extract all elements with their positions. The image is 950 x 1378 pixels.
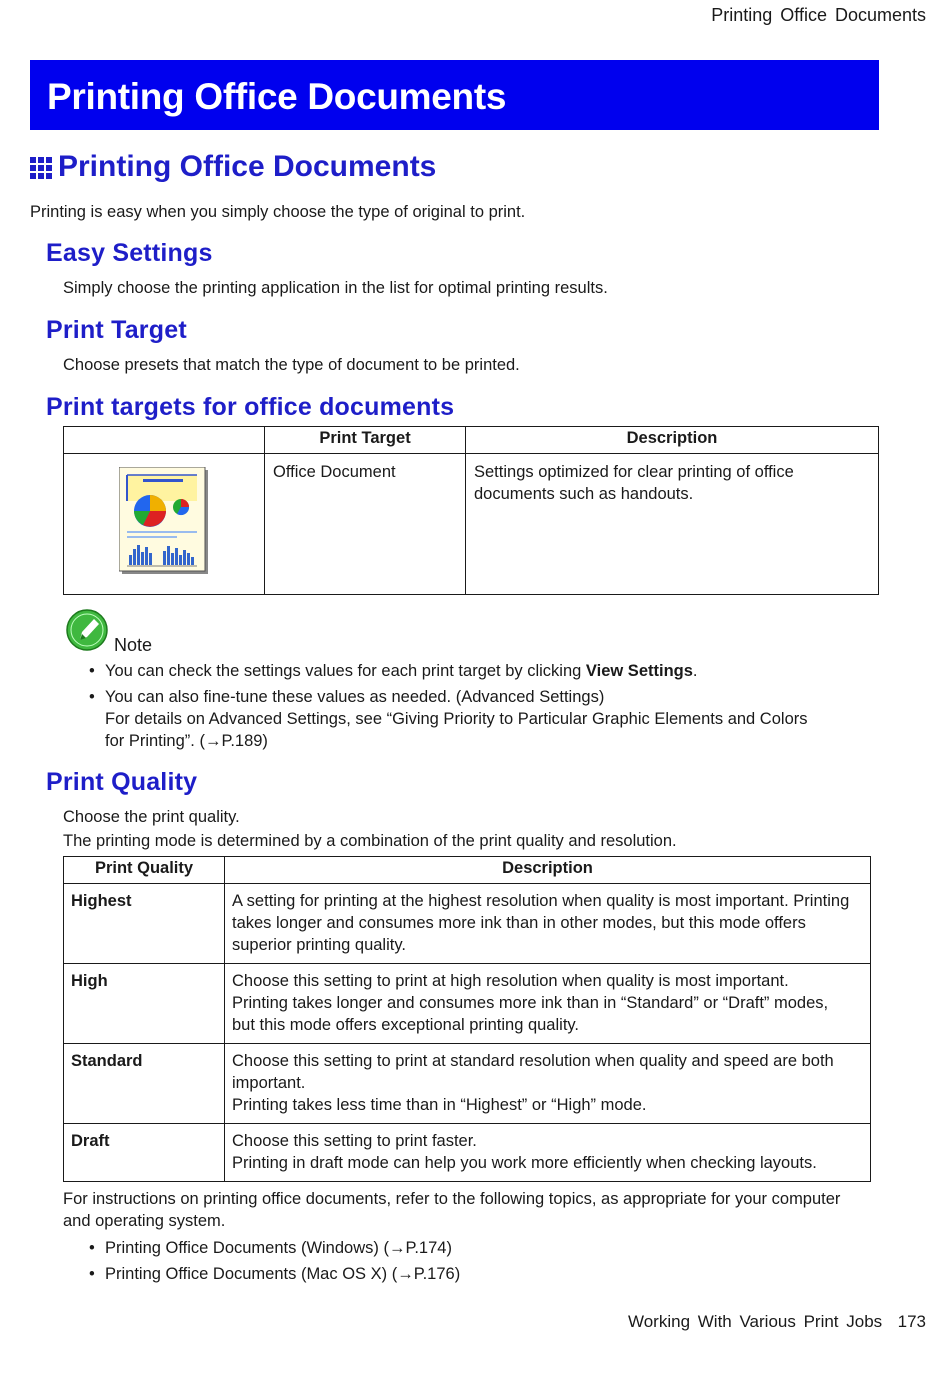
note-text: .	[692, 662, 698, 680]
pencil-note-icon	[65, 608, 111, 652]
table-row	[64, 1124, 871, 1182]
note-label: Note	[114, 635, 153, 655]
description-cell: Settings optimized for clear printing of office documents such as handouts.	[466, 454, 879, 595]
description-cell	[225, 1124, 871, 1182]
view-settings-label: View Settings	[585, 662, 693, 680]
note-text: You can also fine-tune these values as needed. (Advanced Settings)	[105, 688, 605, 706]
description-line: but this mode offers exceptional printing quality.	[232, 1016, 580, 1034]
quality-cell: Highest	[64, 884, 225, 964]
topic-link-windows[interactable]: Printing Office Documents (Windows) (→P.174)	[105, 1239, 452, 1257]
note-text: for Printing”. (→P.189)	[105, 732, 268, 750]
table-row	[64, 884, 871, 964]
running-header: Printing Office Documents	[711, 5, 926, 25]
description-line: Choose this setting to print faster.	[232, 1132, 477, 1150]
section-title	[30, 150, 436, 184]
easy-settings-text: Simply choose the printing application in the list for optimal printing results.	[63, 279, 608, 297]
print-targets-table	[63, 426, 879, 595]
page-number: 173	[897, 1312, 926, 1331]
table-row	[64, 964, 871, 1044]
description-line: important.	[232, 1074, 306, 1092]
instructions-text	[63, 1188, 883, 1232]
page-footer	[628, 1312, 926, 1332]
targets-heading: Print targets for office documents	[46, 393, 455, 421]
footer-text: Working With Various Print Jobs	[627, 1312, 883, 1331]
empty-header-cell	[64, 427, 265, 454]
note-list	[63, 660, 883, 752]
description-line: Printing in draft mode can help you work more efficiently when checking layouts.	[232, 1154, 817, 1172]
description-line: Choose this setting to print at standard resolution when quality and speed are both	[232, 1052, 834, 1070]
table-header-row	[64, 427, 879, 454]
thumbnail-cell	[64, 454, 265, 595]
description-cell	[225, 884, 871, 964]
description-line: Printing takes longer and consumes more ink than in “Standard” or “Draft” modes,	[232, 994, 829, 1012]
print-quality-text: Choose the print quality.	[63, 808, 240, 826]
note-text: You can check the settings values for each print target by clicking	[105, 662, 586, 680]
table-header-row	[64, 857, 871, 884]
print-target-heading: Print Target	[46, 316, 187, 344]
print-quality-text: The printing mode is determined by a combination of the print quality and resolution.	[63, 832, 677, 850]
print-quality-table	[63, 856, 871, 1182]
description-line: A setting for printing at the highest resolution when quality is most important. Printing	[232, 892, 850, 910]
description-line: superior printing quality.	[232, 936, 406, 954]
quality-cell: High	[64, 964, 225, 1044]
column-header: Description	[466, 427, 879, 454]
description-cell	[225, 964, 871, 1044]
target-cell: Office Document	[265, 454, 466, 595]
list-item: • You can check the settings values for each print target by clicking View Settings.	[89, 662, 698, 680]
topic-link-mac[interactable]: Printing Office Documents (Mac OS X) (→P.176)	[105, 1265, 461, 1283]
note-text: For details on Advanced Settings, see “Giving Priority to Particular Graphic Elements and Colors	[105, 710, 808, 728]
list-item: • Printing Office Documents (Mac OS X) (→P.176)	[89, 1265, 461, 1283]
description-cell	[225, 1044, 871, 1124]
banner-title: Printing Office Documents	[47, 76, 507, 117]
print-target-text: Choose presets that match the type of document to be printed.	[63, 356, 520, 374]
easy-settings-heading: Easy Settings	[46, 239, 213, 267]
office-document-thumbnail	[119, 467, 209, 575]
section-intro: Printing is easy when you simply choose the type of original to print.	[30, 203, 526, 221]
list-item: • Printing Office Documents (Windows) (→P.174)	[89, 1239, 452, 1257]
grid-icon	[30, 157, 52, 179]
quality-cell: Draft	[64, 1124, 225, 1182]
topic-links	[63, 1237, 883, 1285]
description-line: Printing takes less time than in “Highest” or “High” mode.	[232, 1096, 647, 1114]
description-line: takes longer and consumes more ink than in other modes, but this mode offers	[232, 914, 806, 932]
print-quality-heading: Print Quality	[46, 768, 198, 796]
column-header: Description	[225, 857, 871, 884]
table-row	[64, 1044, 871, 1124]
description-line: Choose this setting to print at high resolution when quality is most important.	[232, 972, 789, 990]
chapter-banner	[30, 60, 879, 130]
list-item: • You can also fine-tune these values as needed. (Advanced Settings) For details on Advanced Settings, see “Giving Priority to Particular Graphic Elements and Colors for Printing”. (→P.189)	[63, 686, 883, 752]
instructions-line: For instructions on printing office documents, refer to the following topics, as appropriate for your computer	[63, 1190, 841, 1208]
section-title-text: Printing Office Documents	[58, 150, 437, 183]
column-header: Print Target	[265, 427, 466, 454]
table-row	[64, 454, 879, 595]
column-header: Print Quality	[64, 857, 225, 884]
instructions-line: and operating system.	[63, 1212, 226, 1230]
quality-cell: Standard	[64, 1044, 225, 1124]
